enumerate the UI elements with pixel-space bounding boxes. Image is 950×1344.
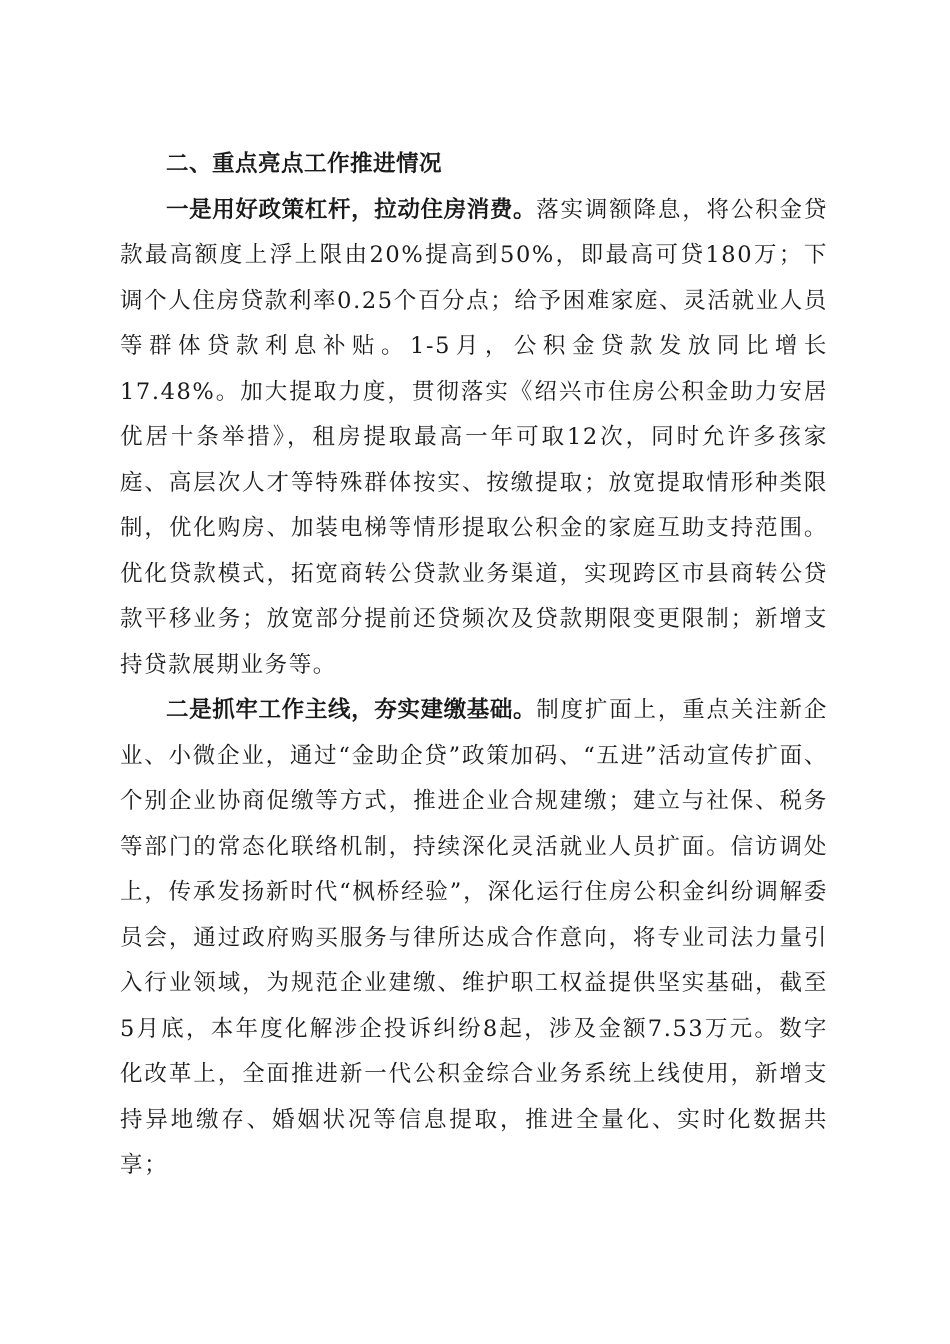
paragraph-1-lead: 一是用好政策杠杆，拉动住房消费。 xyxy=(166,196,537,223)
paragraph-2-lead: 二是抓牢工作主线，夯实建缴基础。 xyxy=(166,697,537,723)
section-heading: 二、重点亮点工作推进情况 xyxy=(166,151,443,177)
document-body xyxy=(120,142,828,1189)
paragraph-1-body: 落实调额降息，将公积金贷款最高额度上浮上限由20%提高到50%，即最高可贷180万；下调个人住房贷款利率0.25个百分点；给予困难家庭、灵活就业人员等群体贷款利息补贴。1-5月，公积金贷款发放同比增长17.48%。加大提取力度，贯彻落实《绍兴市住房公积金助力安居优居十条举措》，租房提取最高一年可取12次，同时允许多孩家庭、高层次人才等特殊群体按实、按缴提取；放宽提取情形种类限制，优化购房、加装电梯等情形提取公积金的家庭互助支持范围。优化贷款模式，拓宽商转公贷款业务渠道，实现跨区市县商转公贷款平移业务；放宽部分提前还贷频次及贷款期限变更限制；新增支持贷款展期业务等。 xyxy=(120,196,828,678)
paragraph-1 xyxy=(120,188,828,689)
paragraph-2-body: 制度扩面上，重点关注新企业、小微企业，通过“金助企贷”政策加码、“五进”活动宣传扩面、个别企业协商促缴等方式，推进企业合规建缴；建立与社保、税务等部门的常态化联络机制，持续深化灵活就业人员扩面。信访调处上，传承发扬新时代“枫桥经验”，深化运行住房公积金纠纷调解委员会，通过政府购买服务与律所达成合作意向，将专业司法力量引入行业领域，为规范企业建缴、维护职工权益提供坚实基础，截至5月底，本年度化解涉企投诉纠纷8起，涉及金额7.53万元。数字化改革上，全面推进新一代公积金综合业务系统上线使用，新增支持异地缴存、婚姻状况等信息提取，推进全量化、实时化数据共享； xyxy=(120,697,828,1178)
paragraph-2 xyxy=(120,688,828,1189)
